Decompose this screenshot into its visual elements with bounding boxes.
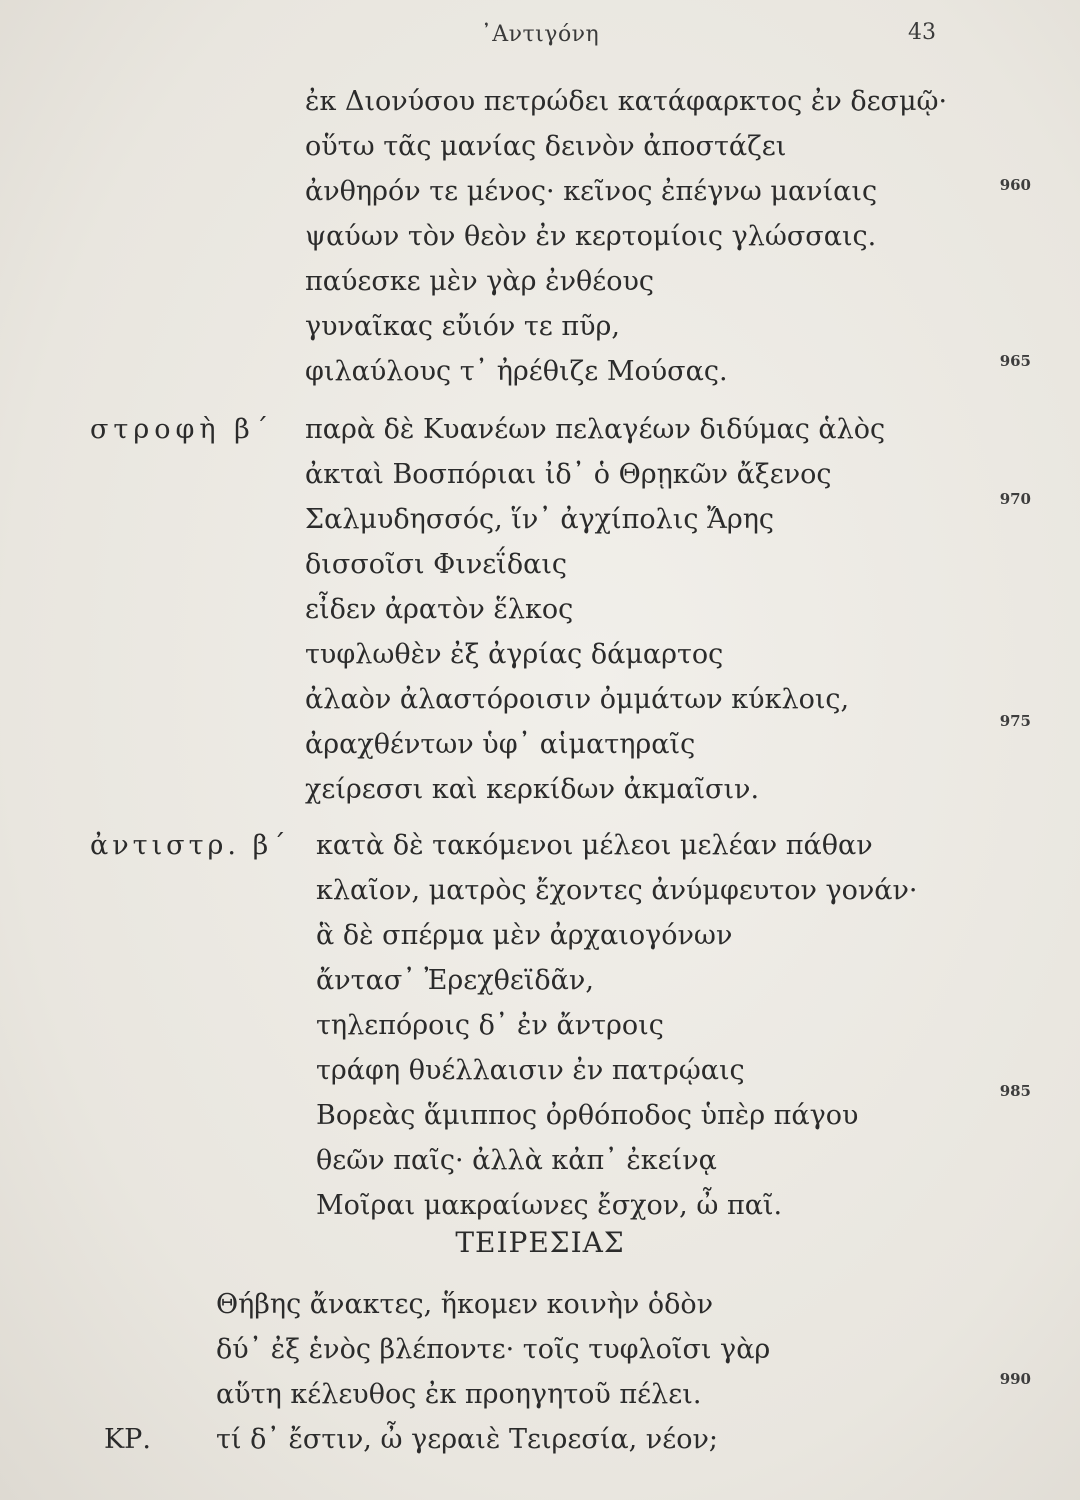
verse-line: Θήβης ἄνακτες, ἥκομεν κοινὴν ὁδὸν xyxy=(216,1289,714,1320)
verse-line: αὕτη κέλευθος ἐκ προηγητοῦ πέλει. xyxy=(216,1379,702,1410)
verse-line: δισσοῖσι Φινεΐδαις xyxy=(305,549,568,580)
verse-line: χείρεσσι καὶ κερκίδων ἀκμαῖσιν. xyxy=(305,774,760,805)
running-header-title: ᾿Αντιγόνη xyxy=(480,22,600,47)
speaker-abbrev: ΚΡ. xyxy=(104,1424,151,1455)
verse-line: Σαλμυδησσός, ἵν᾿ ἀγχίπολις Ἄρης xyxy=(305,504,775,535)
verse-line: ἀνθηρόν τε μένος· κεῖνος ἐπέγνω μανίαις xyxy=(305,176,878,207)
verse-line: ἀλαὸν ἀλαστόροισιν ὀμμάτων κύκλοις, xyxy=(305,684,850,715)
verse-line: εἶδεν ἀρατὸν ἕλκος xyxy=(305,594,574,625)
line-number: 985 xyxy=(999,1082,1031,1100)
antistrophe-label: ἀντιστρ. β΄ xyxy=(90,830,290,861)
verse-line: τί δ᾿ ἔστιν, ὦ γεραιὲ Τειρεσία, νέον; xyxy=(216,1424,718,1455)
page-number: 43 xyxy=(908,20,936,45)
verse-line: τράφη θυέλλαισιν ἐν πατρῴαις xyxy=(316,1055,745,1086)
verse-line: παρὰ δὲ Κυανέων πελαγέων διδύμας ἁλὸς xyxy=(305,414,886,445)
verse-line: Μοῖραι μακραίωνες ἔσχον, ὦ παῖ. xyxy=(316,1190,783,1221)
verse-line: ψαύων τὸν θεὸν ἐν κερτομίοις γλώσσαις. xyxy=(305,221,877,252)
verse-line: δύ᾿ ἐξ ἑνὸς βλέποντε· τοῖς τυφλοῖσι γὰρ xyxy=(216,1334,771,1365)
verse-line: ἐκ Διονύσου πετρώδει κατάφαρκτος ἐν δεσμῷ· xyxy=(305,86,948,117)
verse-line: ἀραχθέντων ὑφ᾿ αἱματηραῖς xyxy=(305,729,696,760)
verse-line: κατὰ δὲ τακόμενοι μέλεοι μελέαν πάθαν xyxy=(316,830,873,861)
verse-line: οὕτω τᾶς μανίας δεινὸν ἀποστάζει xyxy=(305,131,787,162)
verse-line: ἄντασ᾿ Ἐρεχθεϊδᾶν, xyxy=(316,965,594,996)
verse-line: παύεσκε μὲν γὰρ ἐνθέους xyxy=(305,266,655,297)
strophe-label: στροφὴ β΄ xyxy=(90,414,274,445)
verse-line: Βορεὰς ἅμιππος ὀρθόποδος ὑπὲρ πάγου xyxy=(316,1100,859,1131)
verse-line: ἃ δὲ σπέρμα μὲν ἀρχαιογόνων xyxy=(316,920,733,951)
verse-line: κλαῖον, ματρὸς ἔχοντες ἀνύμφευτον γονάν· xyxy=(316,875,918,906)
line-number: 975 xyxy=(999,712,1031,730)
line-number: 990 xyxy=(999,1370,1031,1388)
verse-line: ἀκταὶ Βοσπόριαι ἰδ᾿ ὁ Θρῃκῶν ἄξενος xyxy=(305,459,832,490)
line-number: 965 xyxy=(999,352,1031,370)
speaker-heading: ΤΕΙΡΕΣΙΑΣ xyxy=(455,1226,625,1259)
verse-line: θεῶν παῖς· ἀλλὰ κἀπ᾿ ἐκείνᾳ xyxy=(316,1145,717,1176)
line-number: 970 xyxy=(999,490,1031,508)
verse-line: γυναῖκας εὔιόν τε πῦρ, xyxy=(305,311,620,342)
verse-line: τηλεπόροις δ᾿ ἐν ἄντροις xyxy=(316,1010,664,1041)
verse-line: τυφλωθὲν ἐξ ἀγρίας δάμαρτος xyxy=(305,639,724,670)
line-number: 960 xyxy=(999,176,1031,194)
verse-line: φιλαύλους τ᾿ ἠρέθιζε Μούσας. xyxy=(305,356,728,387)
